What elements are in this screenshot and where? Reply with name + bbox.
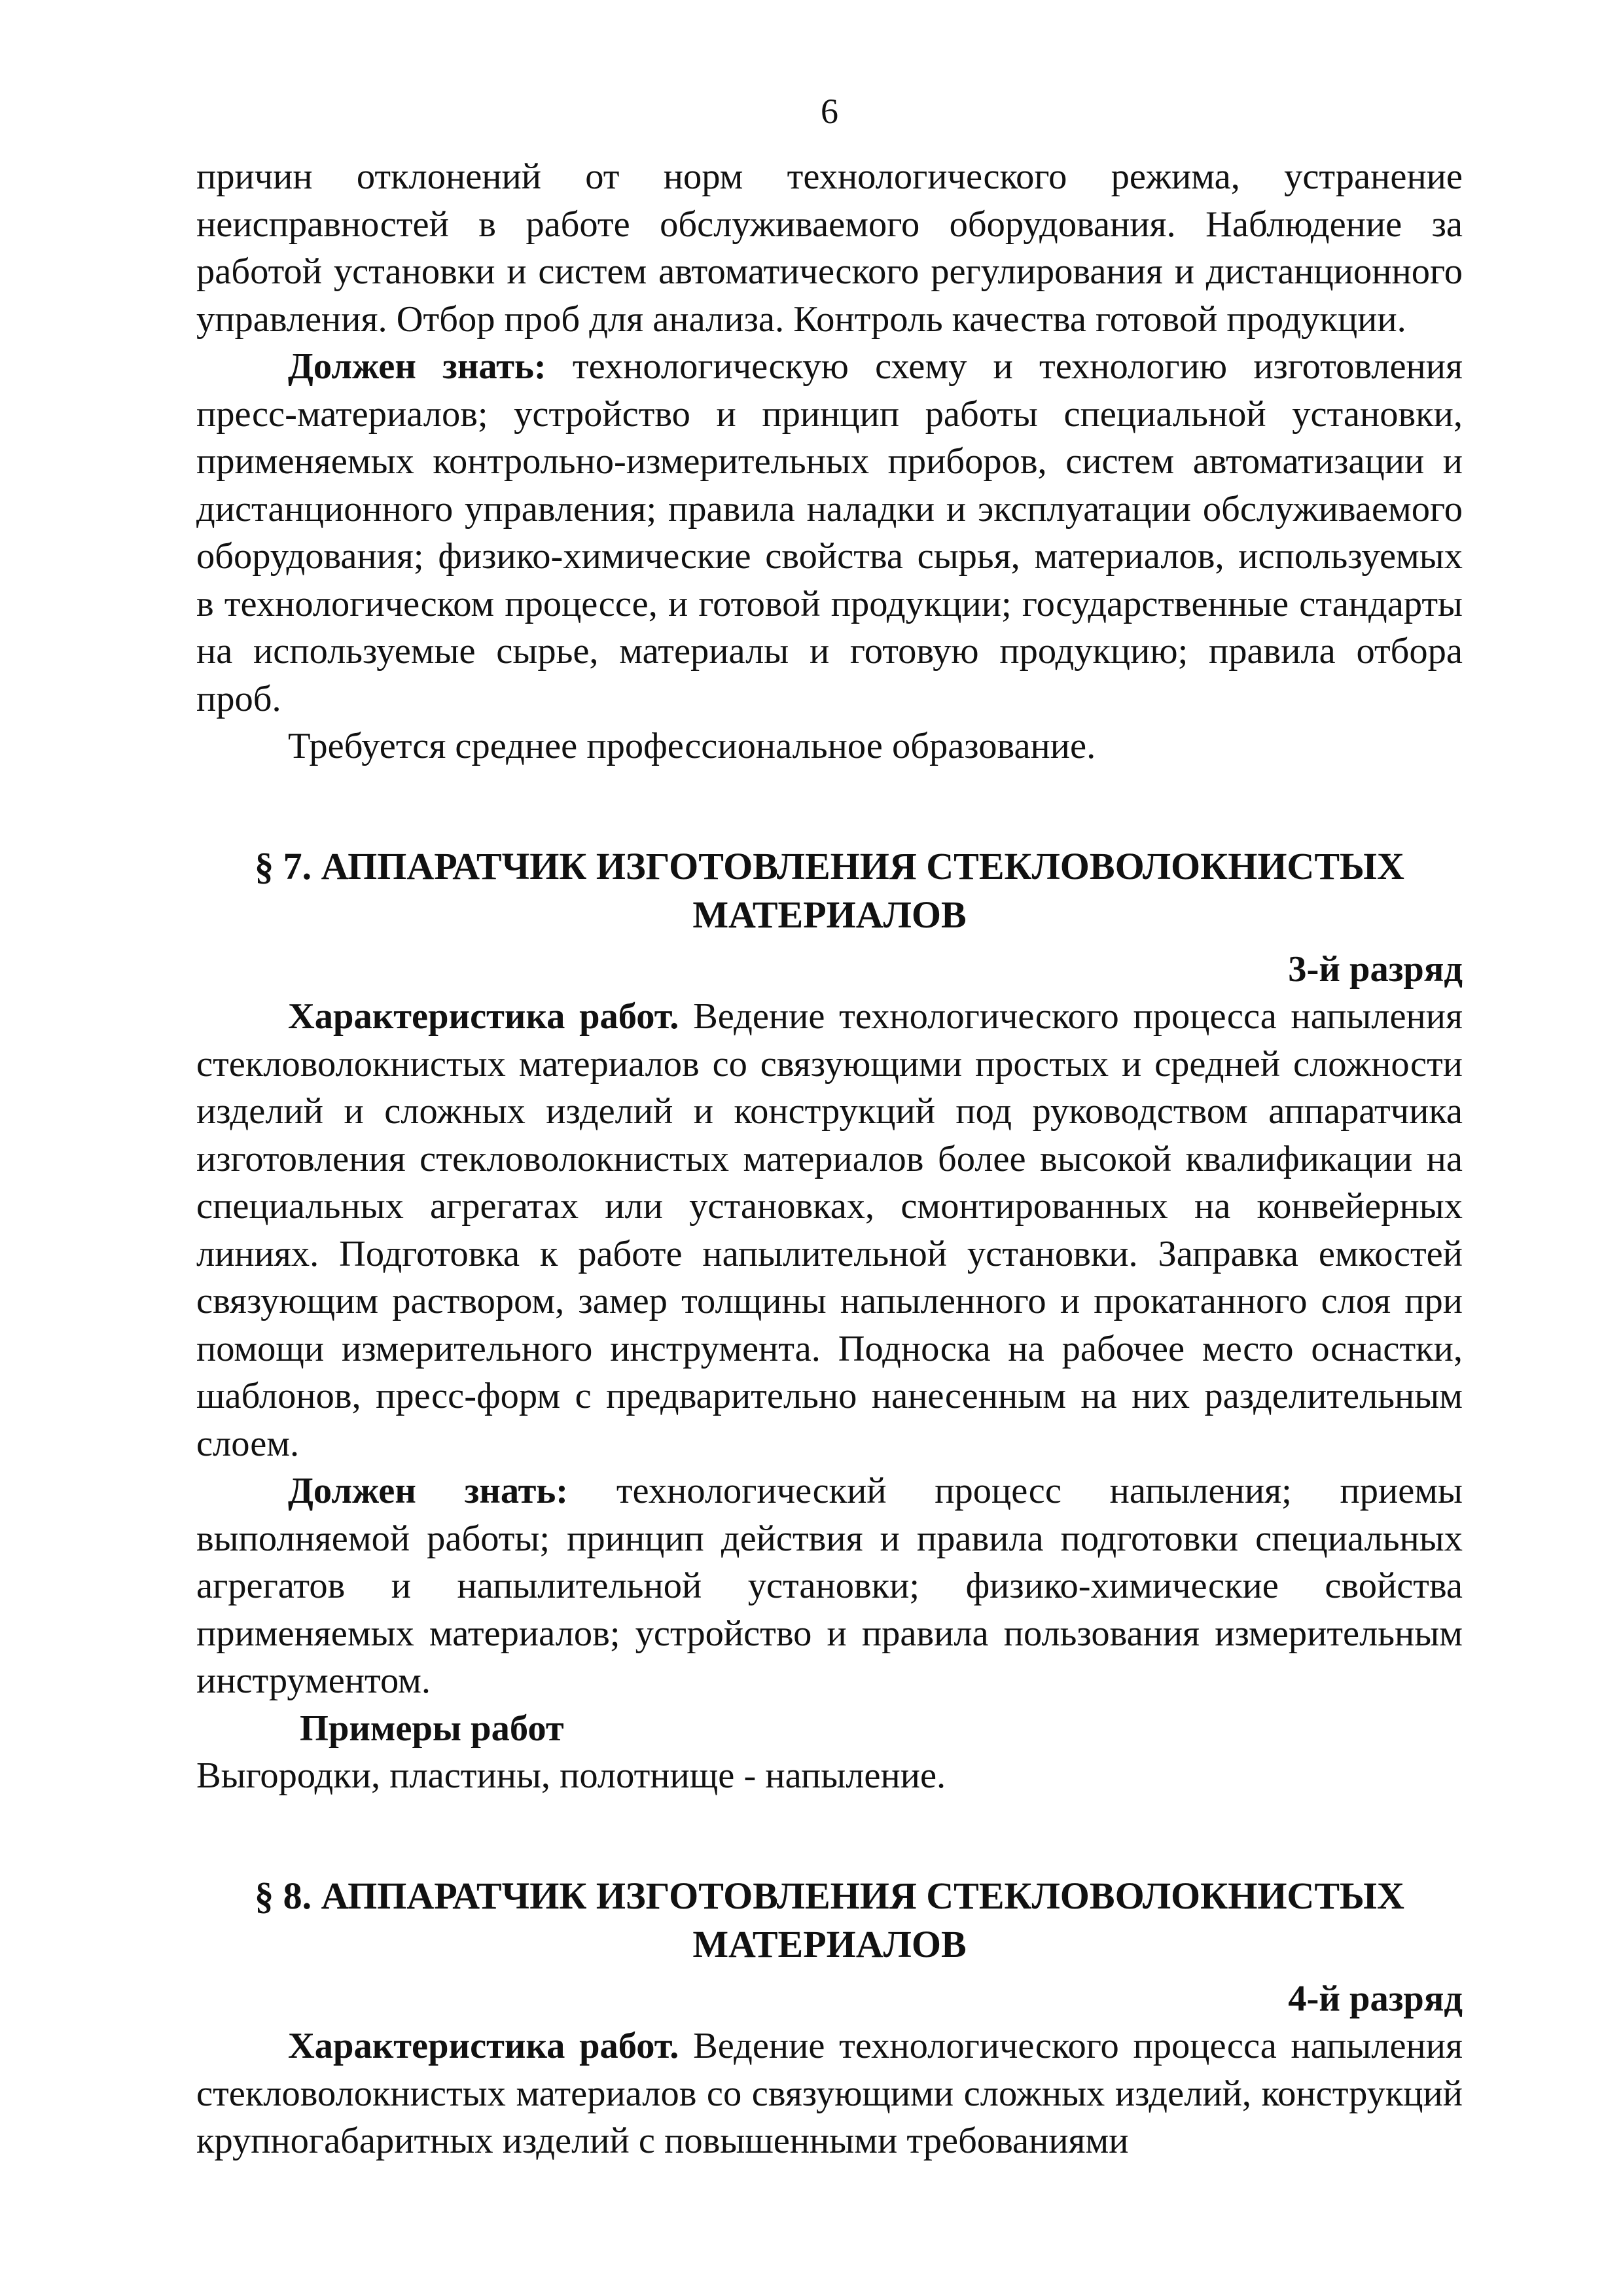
intro-paragraph bbox=[196, 153, 1463, 343]
section-8-heading bbox=[196, 1872, 1463, 1969]
section-7-must-know-text: технологический процесс напыления; приемы выполняемой работы; принцип действия и правила подготовки специальных агрегатов и напылительной установки; физико-химические свойства применяемых материалов; устройство и правила пользования измерительным инструментом. bbox=[196, 1471, 1463, 1701]
section-7-must-know bbox=[196, 1467, 1463, 1705]
intro-text: причин отклонений от норм технологического режима, устранение неисправностей в работе обслуживаемого оборудования. Наблюдение за работой установки и систем автоматического регулирования и дистанционного управления. Отбор проб для анализа. Контроль качества готовой продукции. bbox=[196, 156, 1463, 340]
section-8-grade: 4-й разряд bbox=[1288, 1978, 1463, 2019]
section-7-examples-text: Выгородки, пластины, полотнище - напыление. bbox=[196, 1755, 946, 1796]
section-7-characteristics-text: Ведение технологического процесса напыления стекловолокнистых материалов со связующими простых и средней сложности изделий и сложных изделий и конструкций под руководством аппаратчика изготовления стекловолокнистых материалов более высокой квалификации на специальных агрегатах или установках, смонтированных на конвейерных линиях. Подготовка к работе напылительной установки. Заправка емкостей связующим раствором, замер толщины напыленного и прокатанного слоя при помощи измерительного инструмента. Подноска на рабочее место оснастки, шаблонов, пресс-форм с предварительно нанесенным на них разделительным слоем. bbox=[196, 996, 1463, 1464]
section-8-characteristics bbox=[196, 2022, 1463, 2165]
section-7-characteristics-label: Характеристика работ. bbox=[288, 996, 679, 1037]
section-7-grade: 3-й разряд bbox=[1288, 948, 1463, 990]
section-8-characteristics-label: Характеристика работ. bbox=[288, 2026, 679, 2066]
section-7-heading-line1: § 7. АППАРАТЧИК ИЗГОТОВЛЕНИЯ СТЕКЛОВОЛОКНИСТЫХ bbox=[255, 844, 1404, 888]
section-8-characteristics-text: Ведение технологического процесса напыления стекловолокнистых материалов со связующими сложных изделий, конструкций крупногабаритных изделий с повышенными требованиями bbox=[196, 2026, 1463, 2161]
section-7-examples-heading: Примеры работ bbox=[300, 1708, 564, 1749]
education-requirement: Требуется среднее профессиональное образование. bbox=[288, 726, 1096, 766]
section-7-characteristics bbox=[196, 993, 1463, 1467]
must-know-label: Должен знать: bbox=[288, 346, 546, 387]
section-7-must-know-label: Должен знать: bbox=[288, 1471, 569, 1511]
intro-must-know-paragraph bbox=[196, 343, 1463, 723]
section-8-heading-line1: § 8. АППАРАТЧИК ИЗГОТОВЛЕНИЯ СТЕКЛОВОЛОКНИСТЫХ bbox=[255, 1874, 1404, 1917]
must-know-text: технологическую схему и технологию изготовления пресс-материалов; устройство и принцип работы специальной установки, применяемых контрольно-измерительных приборов, систем автоматизации и дистанционного управления; правила наладки и эксплуатации обслуживаемого оборудования; физико-химические свойства сырья, материалов, используемых в технологическом процессе, и готовой продукции; государственные стандарты на используемые сырье, материалы и готовую продукцию; правила отбора проб. bbox=[196, 346, 1463, 719]
section-8-heading-line2: МАТЕРИАЛОВ bbox=[692, 1922, 967, 1965]
page-number: 6 bbox=[821, 92, 838, 131]
section-7-heading bbox=[196, 842, 1463, 939]
section-7-heading-line2: МАТЕРИАЛОВ bbox=[692, 893, 967, 936]
